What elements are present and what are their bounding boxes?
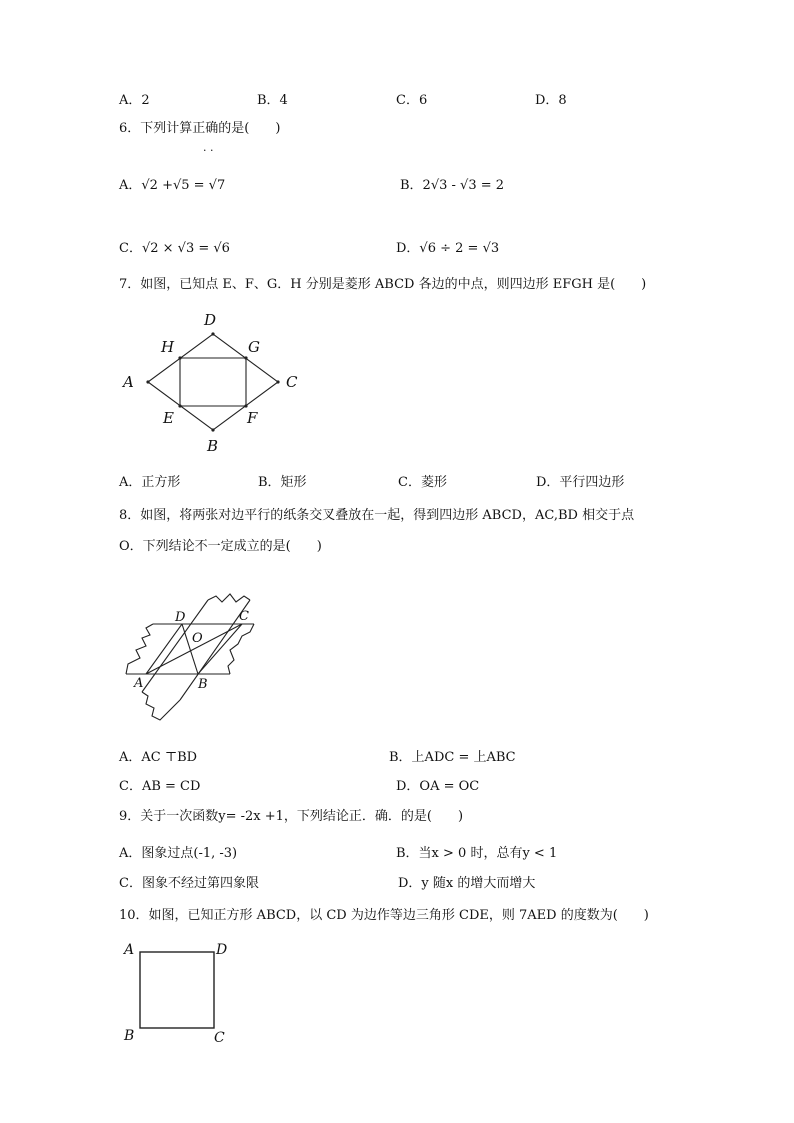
q8-stem-line2: O．下列结论不一定成立的是( ) xyxy=(119,539,322,554)
q7-option-d: D．平行四边形 xyxy=(536,475,625,490)
q5-option-b: B．4 xyxy=(257,93,288,108)
q6-stem: 6．下列计算正确的是( ) xyxy=(119,121,281,136)
label-d: D xyxy=(204,311,217,329)
q8-paper-strips-figure xyxy=(118,580,278,725)
q7-option-c: C．菱形 xyxy=(398,475,447,490)
q5-option-c: C．6 xyxy=(396,93,428,108)
q7-option-b: B．矩形 xyxy=(258,475,307,490)
q9-option-c: C．图象不经过第四象限 xyxy=(119,876,259,891)
q5-option-d: D．8 xyxy=(535,93,567,108)
label-a: A xyxy=(124,942,135,958)
q9-option-a: A．图象过点(-1, -3) xyxy=(119,846,238,861)
q9-option-b: B．当x > 0 时，总有y < 1 xyxy=(396,846,558,861)
label-b: B xyxy=(207,437,219,455)
q8-option-d: D．OA = OC xyxy=(396,779,480,794)
rectangle-efgh xyxy=(180,358,246,406)
q5-option-a: A．2 xyxy=(119,93,150,108)
q8-option-a: A．AC ⊤BD xyxy=(119,750,198,765)
q7-option-a: A．正方形 xyxy=(119,475,181,490)
q6-option-a: A．√2 +√5 = √7 xyxy=(119,178,226,193)
q10-stem: 10．如图，已知正方形 ABCD，以 CD 为边作等边三角形 CDE，则 7AED 的度数为( ) xyxy=(119,908,649,923)
q10-square-figure xyxy=(118,938,238,1050)
q9-stem: 9．关于一次函数y= -2x +1，下列结论正．确．的是( ) xyxy=(119,809,464,824)
label-a: A xyxy=(134,676,144,691)
q9-option-d: D．y 随x 的增大而增大 xyxy=(398,876,536,891)
label-d: D xyxy=(216,942,228,958)
q6-option-c: C．√2 × √3 = √6 xyxy=(119,241,230,256)
q7-rhombus-figure xyxy=(115,305,315,455)
label-b: B xyxy=(198,677,208,692)
q6-option-b: B．2√3 - √3 = 2 xyxy=(400,178,505,193)
q6-emphasis-dots: · · xyxy=(203,144,214,157)
q7-stem: 7．如图，已知点 E、F、G．H 分别是菱形 ABCD 各边的中点，则四边形 EFGH 是( ) xyxy=(119,277,647,292)
q8-stem-line1: 8．如图，将两张对边平行的纸条交叉叠放在一起，得到四边形 ABCD，AC,BD 相交于点 xyxy=(119,508,635,523)
label-a: A xyxy=(123,373,134,391)
label-d: D xyxy=(175,610,186,625)
label-h: H xyxy=(161,338,175,356)
q8-option-c: C．AB = CD xyxy=(119,779,201,794)
label-o: O xyxy=(192,631,203,646)
q8-option-b: B．上ADC = 上ABC xyxy=(389,750,516,765)
square-abcd xyxy=(140,952,214,1028)
label-e: E xyxy=(163,409,174,427)
label-c: C xyxy=(214,1030,225,1046)
q6-option-d: D．√6 ÷ 2 = √3 xyxy=(396,241,500,256)
label-c: C xyxy=(239,609,249,624)
label-f: F xyxy=(247,409,258,427)
label-b: B xyxy=(124,1028,135,1044)
label-g: G xyxy=(248,338,260,356)
label-c: C xyxy=(286,373,298,391)
